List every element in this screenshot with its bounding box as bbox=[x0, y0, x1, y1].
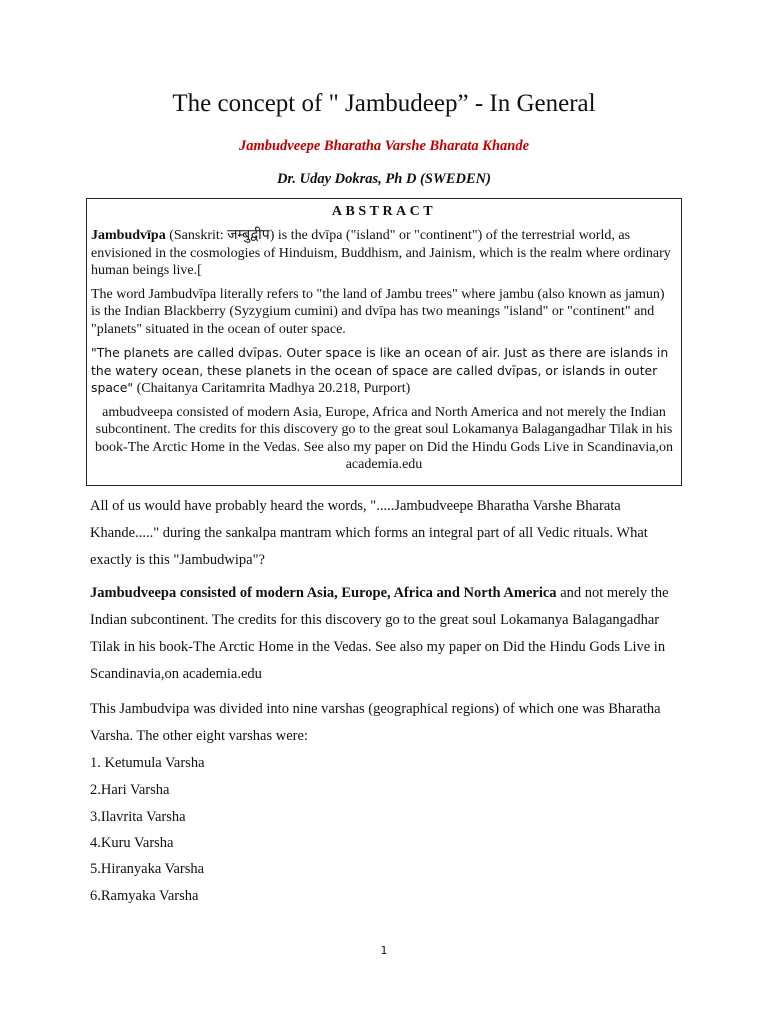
abstract-paragraph-2: The word Jambudvīpa literally refers to "the land of Jambu trees" where jambu (also known as jamun) is the Indian Blackberry (Syzygium cumini) and dvīpa has two meanings "island" or "continent" and "planets" situated in the ocean of outer space. bbox=[91, 286, 665, 337]
body-paragraph-3: This Jambudvipa was divided into nine varshas (geographical regions) of which one was Bharatha Varsha. The other eight varshas were: bbox=[90, 701, 661, 744]
abstract-quote: "The planets are called dvīpas. Outer space is like an ocean of air. Just as there are islands in the watery ocean, these planets in the ocean of space are called dvīpas, or islands in outer space" bbox=[91, 345, 669, 395]
abstract-citation: (Chaitanya Caritamrita Madhya 20.218, Purport) bbox=[133, 381, 411, 396]
page-number: 1 bbox=[380, 944, 388, 957]
author-line: Dr. Uday Dokras, Ph D (SWEDEN) bbox=[277, 171, 491, 187]
body-paragraph-2-bold: Jambudveepa consisted of modern Asia, Europe, Africa and North America bbox=[90, 585, 557, 601]
abstract-paragraph-1 bbox=[91, 227, 677, 280]
list-item: 3.Ilavrita Varsha bbox=[90, 809, 186, 825]
list-item: 4.Kuru Varsha bbox=[90, 835, 174, 851]
abstract-term: Jambudvīpa bbox=[91, 228, 166, 243]
subtitle: Jambudveepe Bharatha Varshe Bharata Khande bbox=[238, 138, 530, 154]
body-paragraph-2 bbox=[90, 580, 676, 688]
abstract-box bbox=[86, 198, 682, 486]
body-paragraph-1: All of us would have probably heard the words, ".....Jambudveepe Bharatha Varshe Bharata Khande....." during the sankalpa mantram which forms an integral part of all Vedic rituals. What exactly is this "Jambudwipa"? bbox=[90, 498, 648, 568]
abstract-heading: ABSTRACT bbox=[331, 204, 437, 219]
body-paragraph-2-text: and not merely the Indian subcontinent. The credits for this discovery go to the great soul Lokamanya Balagangadhar Tilak in his book-The Arctic Home in the Vedas. See also my paper on Did the Hindu Gods Live in Scandinavia,on academia.edu bbox=[90, 585, 669, 682]
list-item: 5.Hiranyaka Varsha bbox=[90, 861, 205, 877]
list-item: 6.Ramyaka Varsha bbox=[90, 888, 199, 904]
list-item: 1. Ketumula Varsha bbox=[90, 755, 205, 771]
list-item: 2.Hari Varsha bbox=[90, 782, 170, 798]
abstract-paragraph-4: ambudveepa consisted of modern Asia, Europe, Africa and North America and not merely the Indian subcontinent. The credits for this discovery go to the great soul Lokamanya Balagangadhar Tilak in his book-The Arctic Home in the Vedas. See also my paper on Did the Hindu Gods Live in Scandinavia,on academia.edu bbox=[95, 404, 673, 472]
abstract-paragraph-3 bbox=[91, 344, 677, 398]
page-title: The concept of " Jambudeep” - In General bbox=[172, 90, 596, 117]
abstract-p1-text: (Sanskrit: जम्बुद्वीप) is the dvīpa ("island" or "continent") of the terrestrial world, as envisioned in the cosmologies of Hinduism, Buddhism, and Jainism, which is the realm where ordinary human beings live.[ bbox=[91, 228, 671, 278]
